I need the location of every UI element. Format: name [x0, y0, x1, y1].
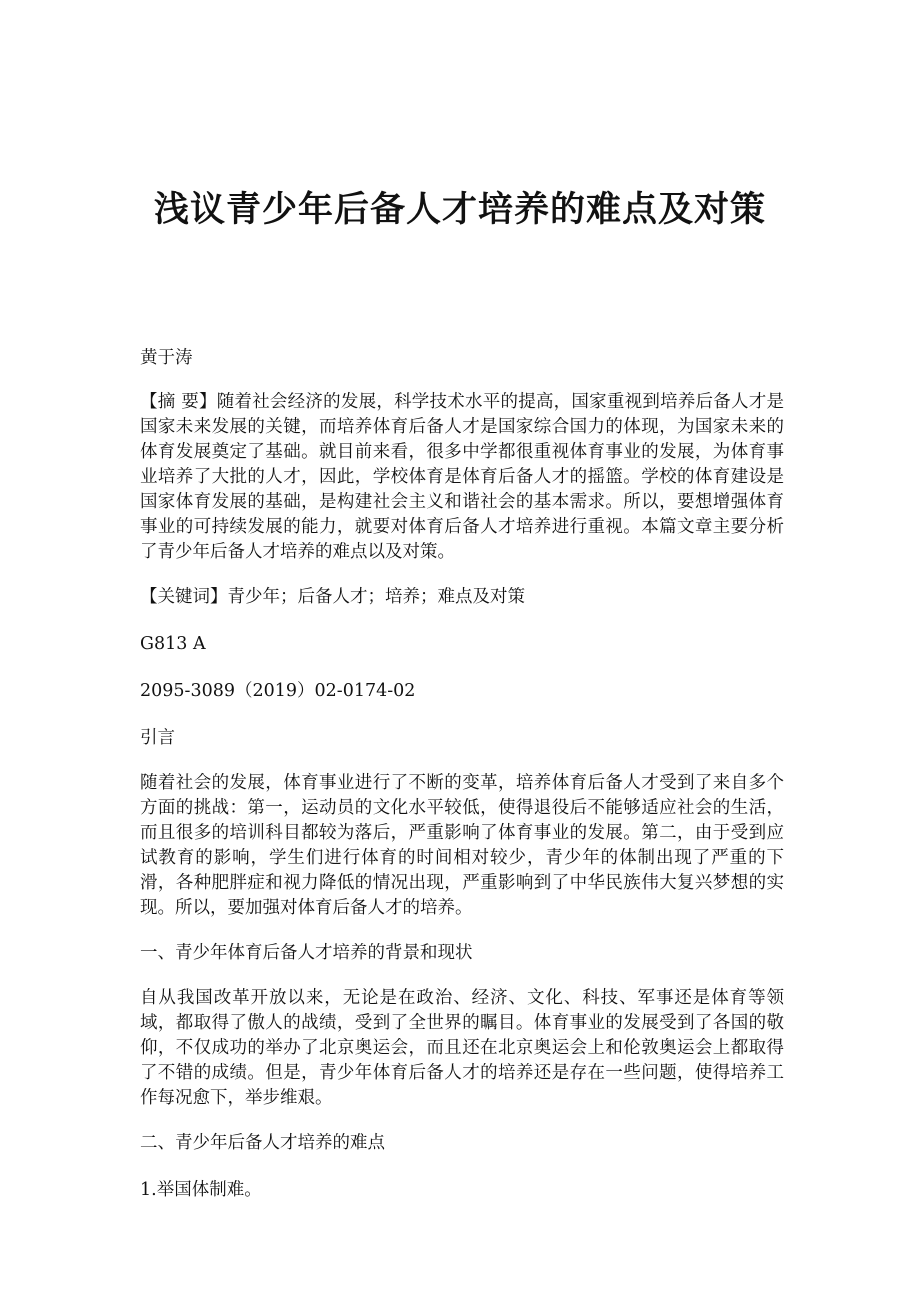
section2-heading: 二、青少年后备人才培养的难点	[140, 1133, 385, 1153]
document-body	[140, 346, 784, 1223]
section1-paragraph: 自从我国改革开放以来，无论是在政治、经济、文化、科技、军事还是体育等领域，都取得了傲人的战绩，受到了全世界的瞩目。体育事业的发展受到了各国的敬仰，不仅成功的举办了北京奥运会，而且还在北京奥运会上和伦敦奥运会上都取得了不错的成绩。但是，青少年体育后备人才的培养还是存在一些问题，使得培养工作每况愈下，举步维艰。	[140, 988, 784, 1108]
document-title: 浅议青少年后备人才培养的难点及对策	[153, 190, 766, 230]
keywords-line: 【关键词】青少年；后备人才；培养；难点及对策	[140, 587, 525, 607]
section1-heading: 一、青少年体育后备人才培养的背景和现状	[140, 943, 473, 963]
subsection1-heading: 1.举国体制难。	[140, 1180, 262, 1200]
article-id: 2095-3089（2019）02-0174-02	[140, 681, 416, 701]
author-name: 黄于涛	[140, 348, 193, 368]
intro-paragraph: 随着社会的发展，体育事业进行了不断的变革，培养体育后备人才受到了来自多个方面的挑战：第一，运动员的文化水平较低，使得退役后不能够适应社会的生活，而且很多的培训科目都较为落后，严重影响了体育事业的发展。第二，由于受到应试教育的影响，学生们进行体育的时间相对较少，青少年的体制出现了严重的下滑，各种肥胖症和视力降低的情况出现，严重影响到了中华民族伟大复兴梦想的实现。所以，要加强对体育后备人才的培养。	[140, 773, 784, 918]
classification-code: G813 A	[140, 634, 206, 654]
abstract-paragraph: 【摘 要】随着社会经济的发展，科学技术水平的提高，国家重视到培养后备人才是国家未来发展的关键，而培养体育后备人才是国家综合国力的体现，为国家未来的体育发展奠定了基础。就目前来看，很多中学都很重视体育事业的发展，为体育事业培养了大批的人才，因此，学校体育是体育后备人才的摇篮。学校的体育建设是国家体育发展的基础，是构建社会主义和谐社会的基本需求。所以，要想增强体育事业的可持续发展的能力，就要对体育后备人才培养进行重视。本篇文章主要分析了青少年后备人才培养的难点以及对策。	[140, 392, 784, 562]
intro-heading: 引言	[140, 728, 175, 748]
